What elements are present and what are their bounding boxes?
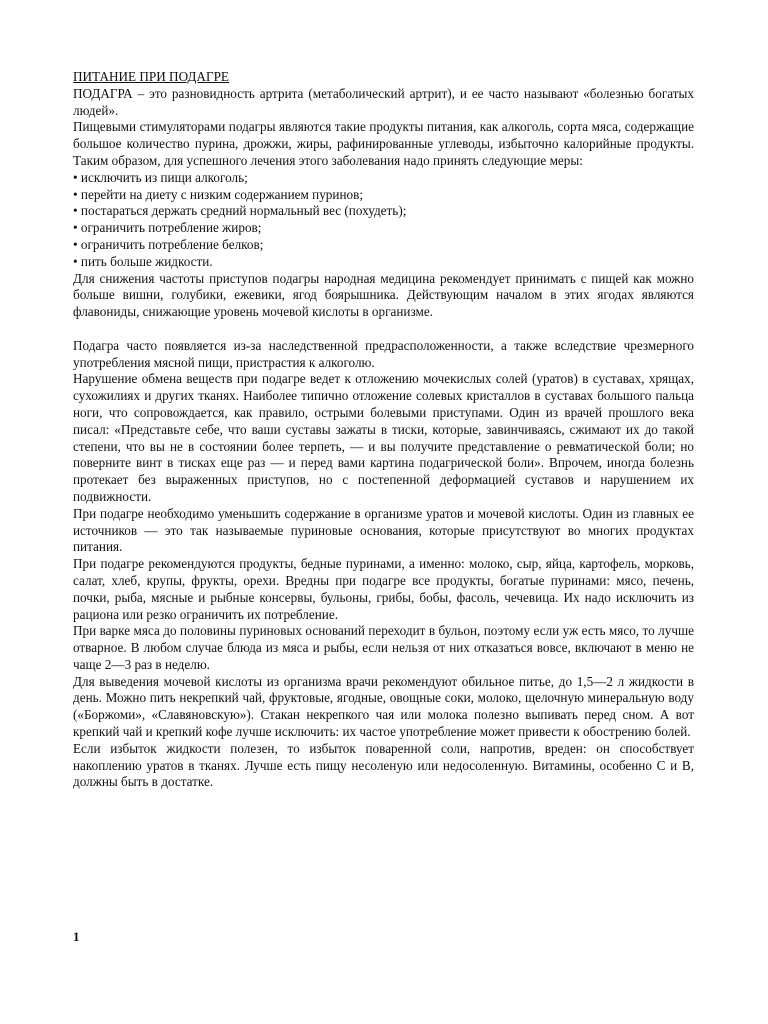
body-paragraph: Если избыток жидкости полезен, то избыток поваренной соли, напротив, вреден: он способствует накоплению уратов в тканях. Лучше есть пищу несоленую или недосоленную. Витамины, особенно С и В, должны быть в достатке. <box>73 740 694 790</box>
list-item: • ограничить потребление белков; <box>73 237 694 254</box>
list-item: • пить больше жидкости. <box>73 254 694 271</box>
folk-medicine-paragraph: Для снижения частоты приступов подагры народная медицина рекомендует принимать с пищей как можно больше вишни, голубики, ежевики, ягод боярышника. Действующим началом в этих ягодах являются флавониды, снижающие уровень мочевой кислоты в организме. <box>73 270 694 320</box>
body-paragraph: Подагра часто появляется из-за наследственной предрасположенности, а также вследствие чрезмерного употребления мясной пищи, пристрастия к алкоголю. <box>73 337 694 370</box>
stimulators-paragraph: Пищевыми стимуляторами подагры являются такие продукты питания, как алкоголь, сорта мяса, содержащие большое количество пурина, дрожжи, жиры, рафинированные углеводы, избыточно калорийные продукты. Таким образом, для успешного лечения этого заболевания надо принять следующие меры: <box>73 119 694 168</box>
body-paragraph: Нарушение обмена веществ при подагре ведет к отложению мочекислых солей (уратов) в суставах, хрящах, сухожилиях и других тканях. Наиболее типично отложение солевых кристаллов в суставах большого пальца ноги, что сопровождается, как правило, острыми болевыми приступами. Один из врачей прошлого века писал: «Представьте себе, что ваши суставы зажаты в тиски, которые, завинчиваясь, сжимают их до такой степени, что вы не в состоянии более терпеть, — и вы получите представление о ревматической боли; но поверните винт в тисках еще раз — и перед вами картина подагрической боли». Впрочем, иногда болезнь протекает без выраженных приступов, но с постепенной деформацией суставов и нарушением их подвижности. <box>73 371 694 504</box>
page-number: 1 <box>73 929 80 944</box>
body-paragraph: При подагре необходимо уменьшить содержание в организме уратов и мочевой кислоты. Один из главных ее источников — это так называемые пуриновые основания, которые присутствуют во многих продуктах питания. <box>73 505 694 555</box>
paragraph-spacer <box>73 321 694 338</box>
measures-list <box>73 170 694 271</box>
body-paragraph: Для выведения мочевой кислоты из организма врачи рекомендуют обильное питье, до 1,5—2 л жидкости в день. Можно пить некрепкий чай, фруктовые, ягодные, овощные соки, молоко, щелочную минеральную воду («Боржоми», «Славяновскую»). Стакан некрепкого чая или молока полезно выпивать перед сном. А вот крепкий чай и крепкий кофе лучше исключить: их частое употребление может привести к обострению болей. <box>73 673 694 740</box>
document-body <box>73 69 694 791</box>
list-item: • постараться держать средний нормальный вес (похудеть); <box>73 203 694 220</box>
list-item: • ограничить потребление жиров; <box>73 220 694 237</box>
intro-paragraph: ПОДАГРА – это разновидность артрита (метаболический артрит), и ее часто называют «болезнью богатых людей». <box>73 85 694 118</box>
body-paragraph: При варке мяса до половины пуриновых оснований переходит в бульон, поэтому если уж есть мясо, то лучше отварное. В любом случае блюда из мяса и рыбы, если нельзя от них отказаться вовсе, включают в меню не чаще 2—3 раз в неделю. <box>73 623 694 672</box>
list-item: • исключить из пищи алкоголь; <box>73 170 694 187</box>
body-paragraph: При подагре рекомендуются продукты, бедные пуринами, а именно: молоко, сыр, яйца, картофель, морковь, салат, хлеб, крупы, фрукты, орехи. Вредны при подагре все продукты, богатые пуринами: мясо, печень, почки, рыба, мясные и рыбные консервы, бульоны, грибы, бобы, фасоль, чечевица. Их надо исключить из рациона или резко ограничить их потребление. <box>73 556 694 622</box>
document-title: ПИТАНИЕ ПРИ ПОДАГРЕ <box>73 69 229 84</box>
list-item: • перейти на диету с низким содержанием пуринов; <box>73 187 694 204</box>
